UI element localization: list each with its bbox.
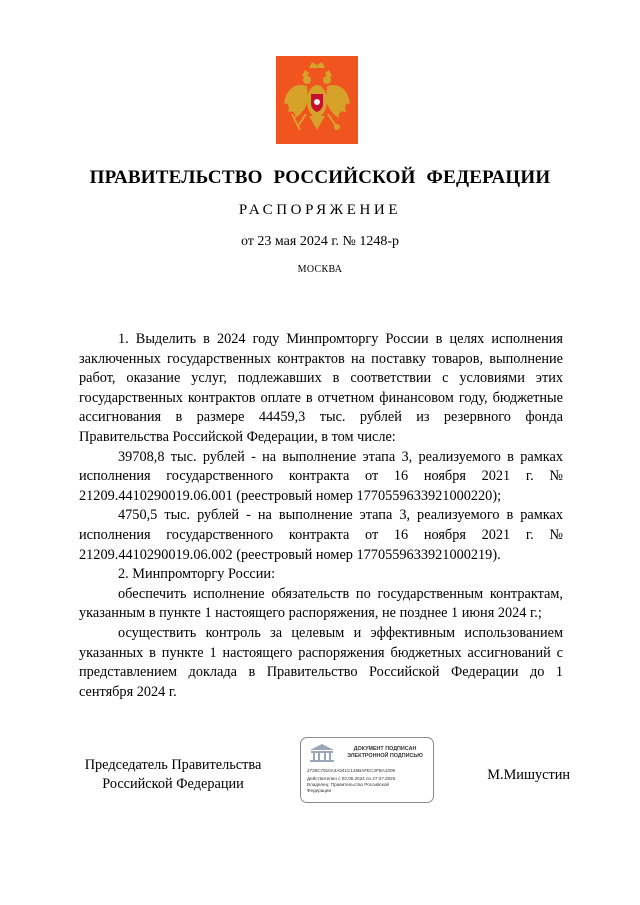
signatory-position-line2: Российской Федерации [102, 776, 244, 792]
paragraph-contract-002: 4750,5 тыс. рублей - на выполнение этапа 3, реализуемого в рамках исполнения государственного контракта от 16 ноября 2021 г. № 21209.4410290019.06.002 (реестровый номер 1770559633921000219). [79, 507, 563, 563]
coat-of-arms-emblem [276, 56, 358, 144]
stamp-heading-line2: ЭЛЕКТРОННОЙ ПОДПИСЬЮ [347, 753, 423, 759]
document-city: МОСКВА [297, 264, 343, 275]
document-date-number: от 23 мая 2024 г. № 1248-р [240, 234, 400, 249]
paragraph-ministry-heading: 2. Минпромторгу России: [118, 566, 276, 583]
paragraph-allocation: 1. Выделить в 2024 году Минпромторгу России в целях исполнения заключенных государственных контрактов на поставку товаров, выполнение работ, оказание услуг, подлежавших в соответствии с условиями этих государственных контрактов оплате в отчетном финансовом году, бюджетные ассигнования в размере 44459,3 тыс. рублей из резервного фонда Правительства Российской Федерации, в том числе: [79, 331, 563, 445]
stamp-heading-line1: ДОКУМЕНТ ПОДПИСАН [353, 746, 417, 752]
paragraph-control: осуществить контроль за целевым и эффективным использованием указанных в пункте 1 настоящего распоряжения бюджетных ассигнований с представлением доклада в Правительство Российской Федерации до 1 сентября 2024 г. [79, 624, 563, 700]
document-type: РАСПОРЯЖЕНИЕ [238, 202, 402, 218]
russian-coat-of-arms-icon [276, 56, 358, 144]
stamp-certificate: 2726C7910A4A041C145BAFEC3FBA1009 [307, 768, 396, 773]
electronic-signature-stamp [300, 737, 434, 803]
signatory-name: М.Мишустин [487, 767, 570, 783]
signatory-position [78, 756, 268, 794]
government-building-icon [307, 743, 337, 764]
government-title: ПРАВИТЕЛЬСТВО РОССИЙСКОЙ ФЕДЕРАЦИИ [89, 167, 551, 188]
paragraph-contract-001: 39708,8 тыс. рублей - на выполнение этапа 3, реализуемого в рамках исполнения государственного контракта от 16 ноября 2021 г. № 21209.4410290019.06.001 (реестровый номер 1770559633921000220); [79, 448, 563, 504]
stamp-heading [339, 746, 431, 760]
paragraph-ensure-obligations: обеспечить исполнение обязательств по государственным контрактам, указанным в пункте 1 настоящего распоряжения, не позднее 1 июня 2024 г.; [79, 585, 563, 622]
stamp-validity: Действителен с 03.05.2024 по 27.07.2025 [307, 776, 396, 781]
signatory-position-line1: Председатель Правительства [84, 757, 262, 773]
document-body [79, 330, 563, 702]
stamp-owner-line1: Владелец: Правительство Российской [307, 782, 389, 787]
stamp-owner-line2: Федерации [307, 788, 332, 793]
